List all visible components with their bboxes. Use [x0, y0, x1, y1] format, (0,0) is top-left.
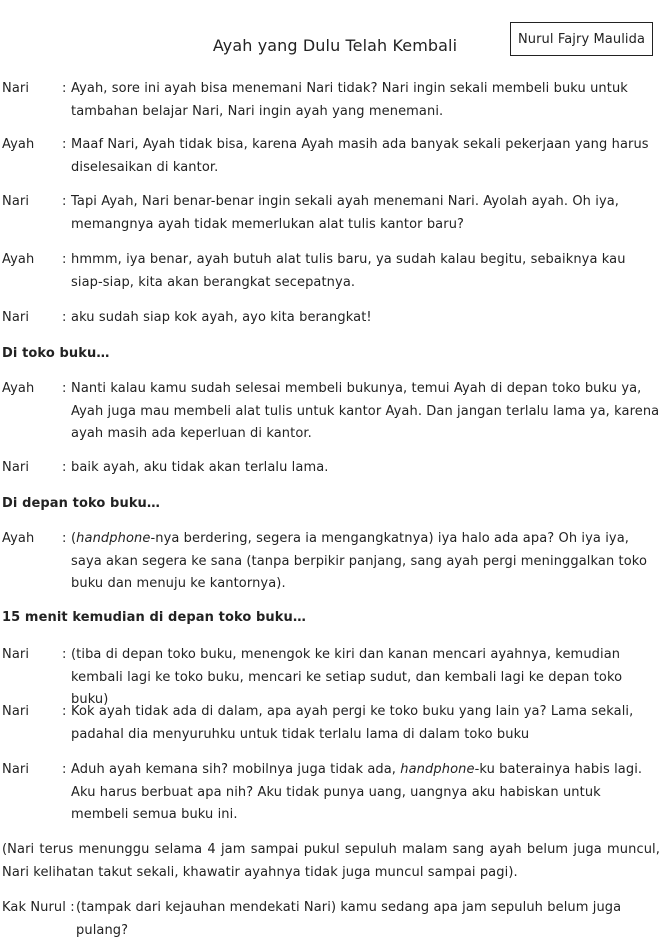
speaker-name: Ayah — [2, 381, 35, 396]
colon: : — [62, 381, 67, 396]
dialogue-line — [0, 701, 670, 746]
dialogue-text-start: Aduh ayah kemana sih? mobilnya juga tidak ada, — [71, 762, 401, 777]
dialogue-text-rest: -nya berdering, segera ia mengangkatnya) iya halo ada apa? Oh iya iya, saya akan segera ke sana (tanpa berpikir panjang, sang ayah pergi meninggalkan toko buku dan menuju ke kantornya). — [71, 531, 648, 591]
dialogue-line — [0, 134, 670, 179]
dialogue-text-rest: -ku baterainya habis lagi. Aku harus berbuat apa nih? Aku tidak punya uang, uangnya aku habiskan untuk membeli semua buku ini. — [71, 762, 643, 822]
scene-heading: Di toko buku… — [2, 346, 110, 361]
speaker-name: Ayah — [2, 137, 35, 152]
speaker-name-text: Kak Nurul — [2, 900, 66, 915]
speaker-name — [2, 897, 75, 920]
scene-heading: Di depan toko buku… — [2, 496, 161, 511]
colon: : — [62, 252, 67, 267]
colon: : — [62, 531, 67, 546]
speaker-name: Ayah — [2, 252, 35, 267]
author-name: Nurul Fajry Maulida — [517, 31, 646, 47]
italic-word: handphone — [76, 531, 151, 546]
dialogue-text: (tampak dari kejauhan mendekati Nari) kamu sedang apa jam sepuluh belum juga pulang? — [76, 900, 622, 938]
speaker-name: Nari — [2, 704, 30, 719]
speaker-name: Nari — [2, 310, 30, 325]
speaker-name: Nari — [2, 460, 30, 475]
colon: : — [62, 81, 67, 96]
dialogue-line — [0, 457, 670, 480]
dialogue-text: baik ayah, aku tidak akan terlalu lama. — [71, 460, 329, 475]
dialogue-text: Nanti kalau kamu sudah selesai membeli bukunya, temui Ayah di depan toko buku ya, Ayah juga mau membeli alat tulis untuk kantor Ayah. Dan jangan terlalu lama ya, karena ayah masih ada keperluan di kantor. — [71, 381, 660, 441]
italic-word: handphone — [400, 762, 475, 777]
dialogue-text: (handphone-nya berdering, segera ia mengangkatnya) iya halo ada apa? Oh iya iya, saya akan segera ke sana (tanpa berpikir panjang, sang ayah pergi meninggalkan toko buku dan menuju ke kantornya). — [71, 531, 648, 591]
dialogue-text: Ayah, sore ini ayah bisa menemani Nari tidak? Nari ingin sekali membeli buku untuk tambahan belajar Nari, Nari ingin ayah yang menemani. — [71, 81, 628, 119]
dialogue-text: (tiba di depan toko buku, menengok ke kiri dan kanan mencari ayahnya, kemudian kembali lagi ke toko buku, mencari ke setiap sudut, dan kembali lagi ke depan toko buku) — [71, 647, 623, 707]
speaker-name: Nari — [2, 647, 30, 662]
speaker-name: Nari — [2, 194, 30, 209]
dialogue-line — [0, 528, 670, 596]
speaker-name: Nari — [2, 81, 30, 96]
dialogue-text — [71, 759, 661, 827]
colon: : — [62, 310, 67, 325]
dialogue-line — [0, 78, 670, 123]
dialogue-line — [0, 307, 670, 330]
dialogue-text: Maaf Nari, Ayah tidak bisa, karena Ayah masih ada banyak sekali pekerjaan yang harus diselesaikan di kantor. — [71, 137, 649, 175]
dialogue-line — [0, 191, 670, 236]
page-title: Ayah yang Dulu Telah Kembali — [212, 36, 458, 55]
dialogue-line — [0, 378, 670, 446]
colon: : — [62, 137, 67, 152]
colon: : — [62, 704, 67, 719]
speaker-name: Nari — [2, 762, 30, 777]
dialogue-text: hmmm, iya benar, ayah butuh alat tulis baru, ya sudah kalau begitu, sebaiknya kau siap-siap, kita akan berangkat secepatnya. — [71, 252, 626, 290]
colon: : — [62, 194, 67, 209]
dialogue-text: Tapi Ayah, Nari benar-benar ingin sekali ayah menemani Nari. Ayolah ayah. Oh iya, memangnya ayah tidak memerlukan alat tulis kantor baru? — [71, 194, 620, 232]
scene-heading: 15 menit kemudian di depan toko buku… — [2, 610, 306, 625]
dialogue-line — [0, 249, 670, 294]
dialogue-line — [0, 759, 670, 827]
narration-paragraph: (Nari terus menunggu selama 4 jam sampai pukul sepuluh malam sang ayah belum juga muncul, Nari kelihatan takut sekali, khawatir ayahnya tidak juga muncul sampai pagi). — [2, 842, 660, 880]
colon: : — [62, 460, 67, 475]
speaker-name: Ayah — [2, 531, 35, 546]
dialogue-text: aku sudah siap kok ayah, ayo kita berangkat! — [71, 310, 372, 325]
colon: : — [62, 762, 67, 777]
colon: : — [70, 900, 75, 915]
dialogue-text: Kok ayah tidak ada di dalam, apa ayah pergi ke toko buku yang lain ya? Lama sekali, padahal dia menyuruhku untuk tidak terlalu lama di dalam toko buku — [71, 704, 634, 742]
colon: : — [62, 647, 67, 662]
